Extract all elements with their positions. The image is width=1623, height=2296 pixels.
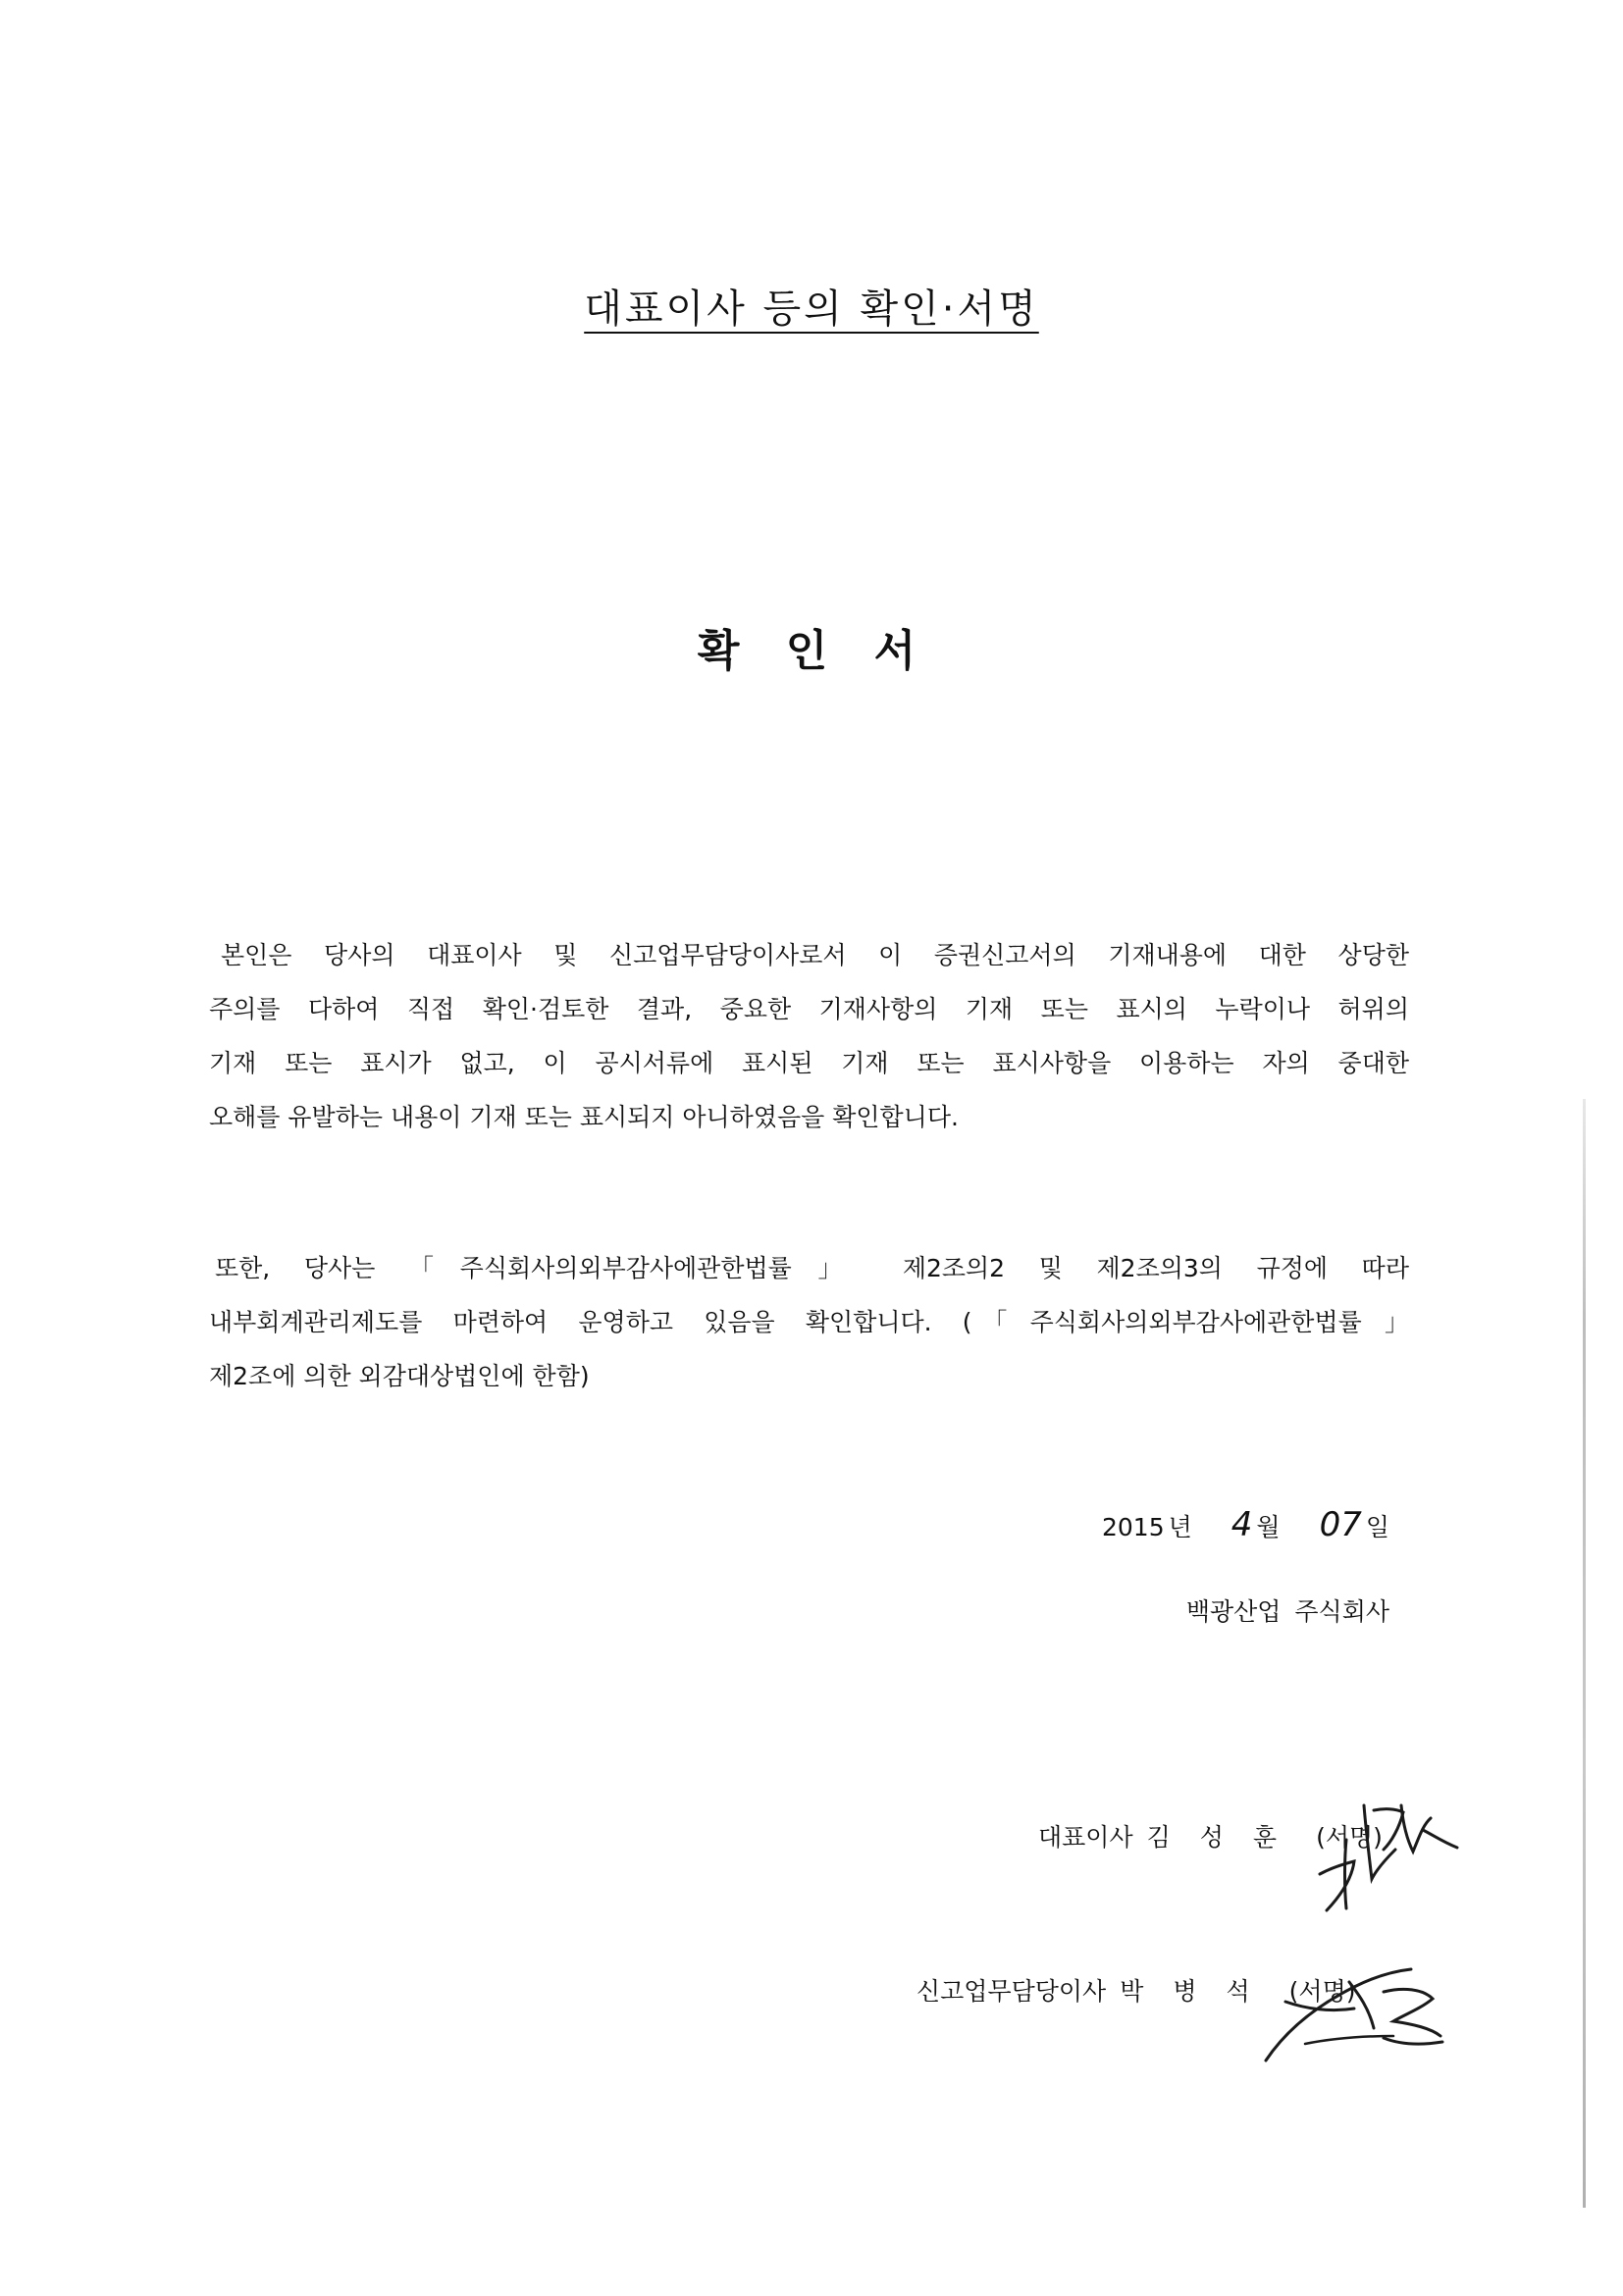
signer-role: 대표이사 [1038, 1823, 1133, 1852]
paragraph-line: 주의를 다하여 직접 확인·검토한 결과, 중요한 기재사항의 기재 또는 표시의 누락이나 허위의 [209, 995, 1409, 1023]
date-day: 07 [1319, 1505, 1362, 1544]
scan-edge-line [1583, 1099, 1586, 2208]
date-month: 4 [1230, 1505, 1253, 1544]
paragraph-line: 본인은 당사의 대표이사 및 신고업무담당이사로서 이 증권신고서의 기재내용에 대한 상당한 [221, 941, 1409, 969]
ceo-handwritten-signature [1276, 1781, 1472, 1928]
date-year: 2015 [1102, 1513, 1165, 1541]
paragraph-line: 내부회계관리제도를 마련하여 운영하고 있음을 확인합니다. (「주식회사의외부감사에관한법률」 [209, 1308, 1409, 1336]
confirmation-paragraph [209, 928, 1409, 1144]
signer-name-char: 성 [1199, 1823, 1224, 1852]
officer-handwritten-signature [1246, 1948, 1462, 2075]
paragraph-line: 제2조에 의한 외감대상법인에 한함) [209, 1362, 590, 1390]
company-name: 백광산업 주식회사 [1185, 1597, 1389, 1626]
signer-name-char: 석 [1226, 1977, 1250, 2006]
signature-label: (서명) [1316, 1823, 1383, 1852]
paragraph-line: 오해를 유발하는 내용이 기재 또는 표시되지 아니하였음을 확인합니다. [209, 1103, 959, 1131]
paragraph-line: 또한, 당사는 「주식회사의외부감사에관한법률」 제2조의2 및 제2조의3의 규정에 따라 [215, 1254, 1409, 1282]
document-date [1102, 1505, 1389, 1544]
signer-name-char: 김 [1146, 1823, 1171, 1852]
document-heading: 확 인 서 [697, 626, 926, 676]
signer-name-char: 박 [1120, 1977, 1144, 2006]
internal-control-paragraph [209, 1241, 1409, 1403]
page-title: 대표이사 등의 확인·서명 [584, 287, 1039, 332]
signer-name-char: 훈 [1252, 1823, 1278, 1852]
paragraph-line: 기재 또는 표시가 없고, 이 공시서류에 표시된 기재 또는 표시사항을 이용하는 자의 중대한 [209, 1049, 1409, 1077]
signer-role: 신고업무담당이사 [916, 1977, 1107, 2006]
signer-name-char: 병 [1173, 1977, 1197, 2006]
date-day-unit: 일 [1365, 1513, 1389, 1541]
signature-label: (서명) [1288, 1977, 1356, 2006]
date-month-unit: 월 [1256, 1513, 1281, 1541]
date-year-unit: 년 [1168, 1513, 1192, 1541]
